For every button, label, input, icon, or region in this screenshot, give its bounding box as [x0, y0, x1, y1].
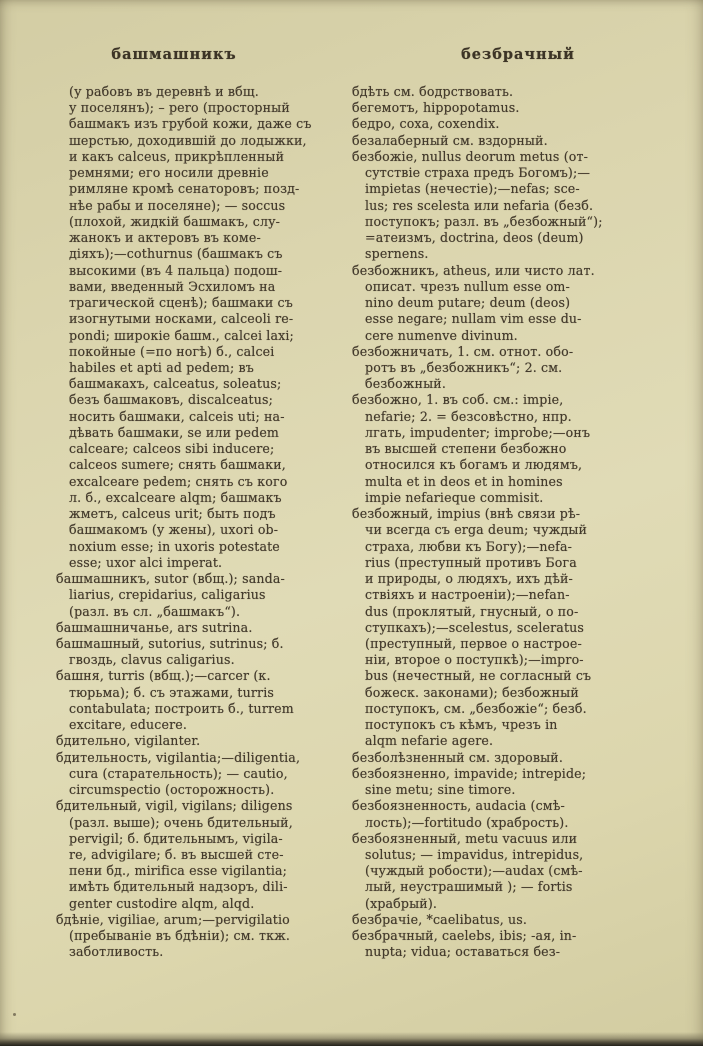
text-line: безбожный, impius (внѣ связи рѣ- — [352, 506, 581, 522]
text-line: (разл. въ сл. „башмакъ“). — [69, 603, 241, 619]
paper-speck — [13, 1013, 16, 1016]
text-line: гвоздь, clavus caligarius. — [69, 652, 235, 668]
running-head-right: безбрачный — [461, 46, 575, 63]
text-line: дѣвать башмаки, se или pedem — [69, 424, 280, 440]
text-line: бегемотъ, hippopotamus. — [352, 100, 520, 116]
text-line: (пребываніе въ бдѣніи); см. ткж. — [69, 928, 290, 944]
text-line: башмакомъ (у жены), uxori ob- — [69, 522, 279, 538]
text-line: безбрачіе, *caelibatus, us. — [352, 911, 528, 927]
text-line: безболѣзненный см. здоровый. — [352, 749, 564, 765]
text-line: шерстью, доходившій до лодыжки, — [69, 132, 307, 148]
text-line: бдѣть см. бодрствовать. — [352, 84, 514, 99]
text-line: и природы, о людяхъ, ихъ дѣй- — [365, 571, 573, 587]
text-line: башмашникъ, sutor (вбщ.); sanda- — [56, 571, 285, 587]
text-line: cere numenve divinum. — [365, 327, 518, 343]
text-line: тюрьма); б. съ этажами, turris — [69, 684, 274, 700]
text-line: pervigil; б. бдительнымъ, vigila- — [69, 830, 283, 846]
text-line: pondi; широкіе башм., calcei laxi; — [69, 327, 294, 343]
text-line: безъ башмаковъ, discalceatus; — [69, 392, 273, 408]
text-line: римляне кромѣ сенаторовъ; позд- — [69, 181, 300, 197]
text-line: habiles et apti ad pedem; въ — [69, 359, 254, 375]
text-line: solutus; — impavidus, intrepidus, — [365, 847, 584, 863]
text-line: л. б., excalceare alqm; башмакъ — [69, 489, 282, 505]
text-line: пени бд., mirifica esse vigilantia; — [69, 863, 288, 879]
text-line: бедро, coxa, coxendix. — [352, 116, 500, 132]
text-line: лый, неустрашимый ); — fortis — [365, 879, 573, 895]
text-line: чи всегда съ erga deum; чуждый — [365, 522, 588, 538]
text-line: вами, введенный Эсхиломъ на — [69, 278, 276, 294]
text-line: безалаберный см. вздорный. — [352, 132, 548, 148]
text-line: ротъ въ „безбожникъ“; 2. см. — [365, 359, 563, 375]
text-line: (разл. выше); очень бдительный, — [69, 814, 293, 830]
text-line: alqm nefarie agere. — [365, 733, 494, 749]
text-line: бдительно, vigilanter. — [56, 733, 201, 749]
text-line: жметъ, calceus urit; быть подъ — [69, 506, 276, 522]
text-line: spernens. — [365, 246, 429, 262]
text-line: носить башмаки, calceis uti; на- — [69, 408, 285, 424]
text-line: описат. чрезъ nullum esse om- — [365, 278, 570, 294]
text-line: =атеизмъ, doctrina, deos (deum) — [365, 230, 584, 246]
text-line: безбожно, 1. въ соб. см.: impie, — [352, 392, 564, 408]
text-line: поступокъ съ кѣмъ, чрезъ in — [365, 717, 558, 733]
text-line: изогнутыми носками, calceoli re- — [69, 311, 294, 327]
page-bottom-edge — [0, 1032, 703, 1046]
text-line: безбрачный, caelebs, ibis; -ая, in- — [352, 928, 577, 944]
text-line: покойные (=по ногѣ) б., calcei — [69, 343, 275, 359]
text-line: (храбрый). — [365, 895, 438, 911]
text-line: (чуждый робости);—audax (смѣ- — [365, 863, 583, 879]
text-line: liarius, crepidarius, caligarius — [69, 587, 266, 603]
text-line: безбожникъ, atheus, или чисто лат. — [352, 262, 595, 278]
text-line: бдительность, vigilantia;—diligentia, — [56, 749, 301, 765]
text-line: ступкахъ);—scelestus, sceleratus — [365, 619, 585, 635]
text-line: excalceare pedem; снять съ кого — [69, 473, 288, 489]
running-head-left: башмашникъ — [111, 46, 237, 63]
text-line: nino deum putare; deum (deos) — [365, 295, 571, 311]
text-line: безбоязненно, impavide; intrepide; — [352, 765, 587, 781]
text-line: поступокъ, см. „безбожіе“; безб. — [365, 700, 587, 716]
text-line: и какъ calceus, прикрѣпленный — [69, 148, 285, 164]
text-line: башмакахъ, calceatus, soleatus; — [69, 376, 282, 392]
text-line: calceare; calceos sibi inducere; — [69, 441, 275, 457]
text-line: rius (преступный противъ Бога — [365, 554, 577, 570]
text-line: діяхъ);—cothurnus (башмакъ съ — [69, 246, 283, 262]
text-line: circumspectio (осторожность). — [69, 782, 275, 798]
text-line: страха, любви къ Богу);—nefa- — [365, 538, 573, 554]
text-line: dus (проклятый, гнусный, о по- — [365, 603, 579, 619]
text-line: высокими (въ 4 пальца) подош- — [69, 262, 283, 278]
text-line: жанокъ и актеровъ въ коме- — [69, 230, 261, 246]
text-line: ствіяхъ и настроеніи);—nefan- — [365, 587, 570, 603]
text-line: ремнями; его носили древніе — [69, 165, 269, 181]
text-line: бдительный, vigil, vigilans; diligens — [56, 798, 293, 814]
dictionary-column-left — [56, 84, 352, 961]
text-line: esse; uxor alci imperat. — [69, 554, 223, 570]
text-line: у поселянъ); – pero (просторный — [69, 100, 290, 116]
text-line: въ высшей степени безбожно — [365, 441, 567, 457]
text-line: безбожный. — [365, 376, 446, 392]
text-line: sine metu; sine timore. — [365, 782, 516, 798]
text-line: башня, turris (вбщ.);—carcer (к. — [56, 668, 271, 684]
text-line: поступокъ; разл. въ „безбожный“); — [365, 213, 603, 229]
text-line: cura (старательность); — cautio, — [69, 765, 288, 781]
text-line: calceos sumere; снять башмаки, — [69, 457, 286, 473]
text-line: бдѣніе, vigiliae, arum;—pervigilatio — [56, 911, 290, 927]
text-line: (у рабовъ въ деревнѣ и вбщ. — [69, 84, 259, 99]
text-line: заботливость. — [69, 944, 164, 960]
text-line: нѣе рабы и поселяне); — soccus — [69, 197, 286, 213]
text-line: impie nefarieque commisit. — [365, 489, 544, 505]
text-line: лгать, impudenter; improbe;—онъ — [365, 424, 591, 440]
text-line: impietas (нечестіе);—nefas; sce- — [365, 181, 580, 197]
text-line: nupta; vidua; оставаться без- — [365, 944, 561, 960]
text-line: сутствіе страха предъ Богомъ);— — [365, 165, 591, 181]
text-line: относился къ богамъ и людямъ, — [365, 457, 583, 473]
text-line: contabulata; построить б., turrem — [69, 700, 294, 716]
dictionary-column-right — [352, 84, 652, 961]
text-line: лость);—fortitudo (храбрость). — [365, 814, 569, 830]
text-line: nefarie; 2. = безсовѣстно, нпр. — [365, 408, 572, 424]
text-line: (плохой, жидкій башмакъ, слу- — [69, 213, 281, 229]
text-line: башмашничанье, ars sutrina. — [56, 619, 253, 635]
text-line: трагической сценѣ); башмаки съ — [69, 295, 293, 311]
text-line: безбожіе, nullus deorum metus (от- — [352, 148, 589, 164]
text-line: multa et in deos et in homines — [365, 473, 563, 489]
text-line: божеск. законами); безбожный — [365, 684, 579, 700]
running-head-row — [0, 46, 703, 66]
text-line: безбоязненность, audacia (смѣ- — [352, 798, 565, 814]
text-line: bus (нечестный, не согласный съ — [365, 668, 592, 684]
text-line: re, advigilare; б. въ высшей сте- — [69, 847, 284, 863]
text-line: безбоязненный, metu vacuus или — [352, 830, 578, 846]
text-line: башмашный, sutorius, sutrinus; б. — [56, 635, 284, 651]
text-line: (преступный, первое о настрое- — [365, 635, 582, 651]
text-line: безбожничать, 1. см. отнот. обо- — [352, 343, 574, 359]
text-line: noxium esse; in uxoris potestate — [69, 538, 280, 554]
text-line: ніи, второе о поступкѣ);—impro- — [365, 652, 584, 668]
text-line: esse negare; nullam vim esse du- — [365, 311, 582, 327]
text-line: имѣть бдительный надзоръ, dili- — [69, 879, 288, 895]
text-line: genter custodire alqm, alqd. — [69, 895, 255, 911]
text-line: башмакъ изъ грубой кожи, даже съ — [69, 116, 312, 132]
text-line: excitare, educere. — [69, 717, 187, 733]
text-line: lus; res scelesta или nefaria (безб. — [365, 197, 594, 213]
